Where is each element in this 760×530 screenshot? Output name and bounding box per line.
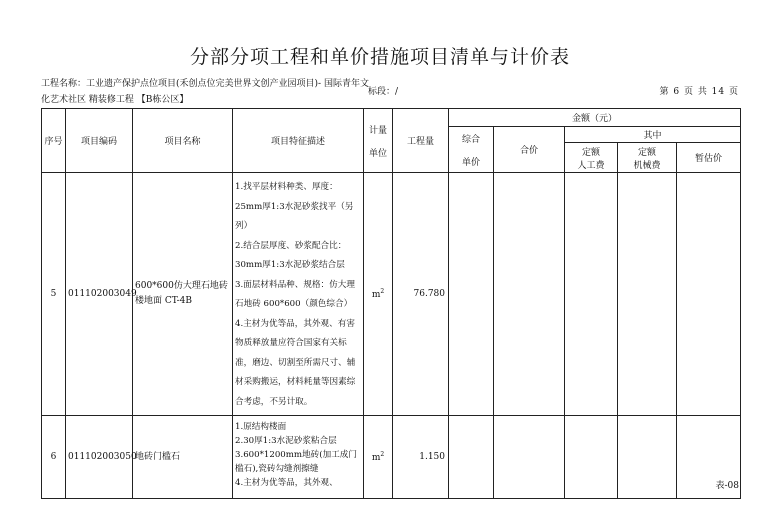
row-unit-price bbox=[449, 173, 494, 416]
header-labor-line1: 定额 bbox=[581, 147, 600, 158]
row-unit-text: m bbox=[371, 290, 381, 300]
row-seq: 5 bbox=[42, 173, 66, 416]
row-code: 011102003049 bbox=[66, 173, 133, 416]
header-unit-price bbox=[449, 127, 494, 173]
row-estimate bbox=[677, 173, 741, 416]
header-machine-line1: 定额 bbox=[637, 147, 656, 158]
section-info bbox=[368, 84, 398, 97]
header-desc: 项目特征描述 bbox=[233, 109, 364, 173]
row-unit-text: m bbox=[371, 453, 381, 463]
row-unit-price bbox=[449, 416, 494, 499]
row-unit-sup: 2 bbox=[380, 288, 385, 295]
header-total: 合价 bbox=[494, 127, 565, 173]
header-unit bbox=[364, 109, 393, 173]
row-total bbox=[494, 416, 565, 499]
row-code: 011102003050 bbox=[66, 416, 133, 499]
row-name: 地砖门槛石 bbox=[133, 416, 233, 499]
header-unit-line2: 单位 bbox=[368, 148, 387, 159]
page-info: 第 6 页 共 14 页 bbox=[659, 87, 739, 97]
row-unit-sup: 2 bbox=[380, 451, 385, 458]
row-unit bbox=[364, 416, 393, 499]
header-machine bbox=[618, 143, 677, 173]
header-unit-price-line2: 单价 bbox=[461, 157, 480, 168]
header-unit-price-line1: 综合 bbox=[461, 134, 480, 145]
header-row-1 bbox=[42, 109, 741, 127]
row-seq: 6 bbox=[42, 416, 66, 499]
header-labor-line2: 人工费 bbox=[577, 160, 605, 171]
header-machine-line2: 机械费 bbox=[633, 160, 661, 171]
row-desc-text: 1.原结构楼面 2.30厚1:3水泥砂浆粘合层 3.600*1200mm地砖(加工成门槛石),瓷砖勾缝剂擦缝 4.主材为优等品，其外观、 bbox=[235, 422, 357, 488]
row-machine bbox=[618, 416, 677, 499]
table-row bbox=[42, 173, 741, 416]
row-qty: 1.150 bbox=[393, 416, 449, 499]
row-labor bbox=[565, 416, 618, 499]
table-row bbox=[42, 416, 741, 499]
row-name: 600*600仿大理石地砖楼地面 CT-4B bbox=[133, 173, 233, 416]
row-total bbox=[494, 173, 565, 416]
project-name-value: 工业遗产保护点位项目(禾创点位完美世界文创产业园项目)- 国际青年文化艺术社区 精装修工程 【B栋公区】 bbox=[41, 79, 369, 105]
project-label: 工程名称： bbox=[41, 79, 87, 89]
row-desc bbox=[233, 173, 364, 416]
header-amount: 金额（元） bbox=[449, 109, 741, 127]
section-value: / bbox=[395, 87, 399, 97]
project-name bbox=[41, 76, 371, 108]
header-seq: 序号 bbox=[42, 109, 66, 173]
header-estimate: 暂估价 bbox=[677, 143, 741, 173]
row-unit bbox=[364, 173, 393, 416]
row-machine bbox=[618, 173, 677, 416]
header-labor bbox=[565, 143, 618, 173]
page-title: 分部分项工程和单价措施项目清单与计价表 bbox=[189, 46, 570, 68]
header-qty: 工程量 bbox=[393, 109, 449, 173]
bill-table bbox=[41, 108, 741, 499]
row-desc bbox=[233, 416, 364, 499]
header-of-which: 其中 bbox=[565, 127, 741, 143]
section-label: 标段： bbox=[368, 87, 396, 97]
header-name: 项目名称 bbox=[133, 109, 233, 173]
row-qty: 76.780 bbox=[393, 173, 449, 416]
row-labor bbox=[565, 173, 618, 416]
header-code: 项目编码 bbox=[66, 109, 133, 173]
table-footer-code: 表-08 bbox=[715, 481, 739, 491]
row-desc-text: 1.找平层材料种类、厚度：25mm厚1:3水泥砂浆找平（另列） 2.结合层厚度、砂浆配合比：30mm厚1:3水泥砂浆结合层 3.面层材料品种、规格：仿大理石地砖 600*600（颜色综合） 4.主材为优等品，其外观、有害物质释放量应符合国家有关标准，磨边、切割至所需尺寸、辅材采购搬运，材料耗量等因素综合考虑，不另计取。 bbox=[235, 182, 356, 407]
header-unit-line1: 计量 bbox=[368, 125, 387, 136]
